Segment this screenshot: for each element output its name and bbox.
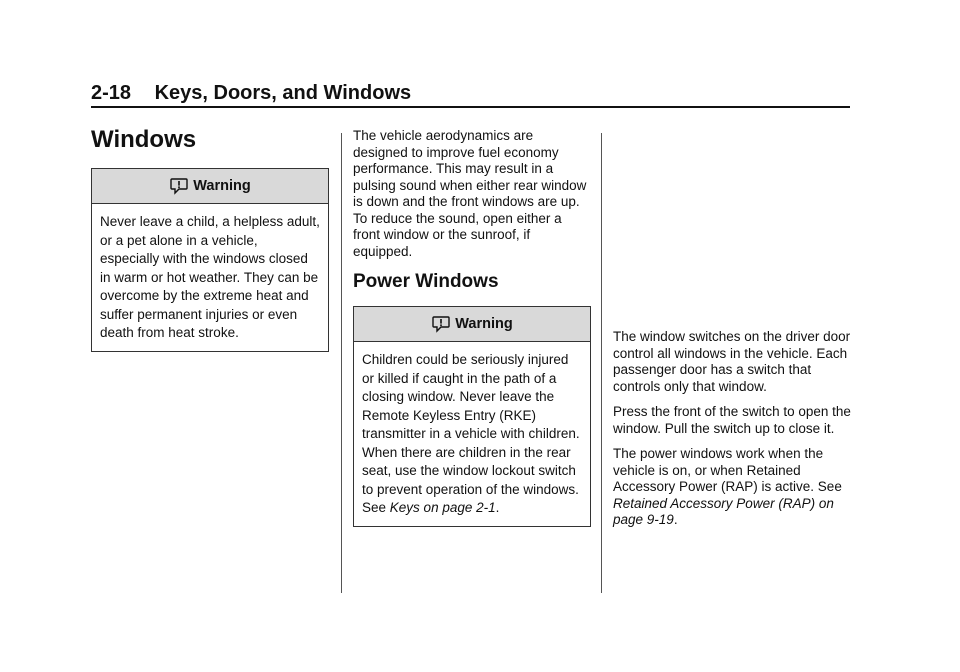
warning-speech-bubble-icon <box>169 176 189 196</box>
power-paragraph <box>613 446 855 529</box>
aerodynamics-paragraph: The vehicle aerodynamics are designed to improve fuel economy performance. This may result in a pulsing sound when either rear window is down and the front windows are up. To reduce the sound, open either a front window or the sunroof, if equipped. <box>353 128 587 259</box>
column-right <box>613 329 855 538</box>
column-left <box>91 126 329 352</box>
warning-header <box>92 169 328 204</box>
warning-text: Children could be seriously injured or killed if caught in the path of a closing window. Never leave the Remote Keyless Entry (RKE) transmitter in a vehicle with children. When there are children in the rear seat, use the window lockout switch to prevent operation of the windows. See <box>362 352 580 515</box>
page-header <box>91 82 850 108</box>
cross-reference-link[interactable]: Retained Accessory Power (RAP) on page 9-19 <box>613 495 834 527</box>
warning-box-power-windows <box>353 306 591 527</box>
warning-box-windows <box>91 168 329 352</box>
sentence-end: . <box>495 500 500 515</box>
sentence-end: . <box>673 512 678 527</box>
warning-label: Warning <box>193 178 251 194</box>
warning-text: Never leave a child, a helpless adult, or a pet alone in a vehicle, especially with the windows closed in warm or hot weather. They can be overcome by the extreme heat and suffer permanent injuries or even death from heat stroke. <box>100 214 320 340</box>
warning-speech-bubble-icon <box>431 314 451 334</box>
column-middle <box>353 128 591 527</box>
warning-text-power-windows <box>354 342 590 526</box>
column-divider <box>341 133 342 593</box>
chapter-title: Keys, Doors, and Windows <box>154 82 412 104</box>
section-title-power-windows: Power Windows <box>353 271 499 292</box>
page-number: 2-18 <box>91 82 132 104</box>
operation-paragraph: Press the front of the switch to open the window. Pull the switch up to close it. <box>613 404 851 436</box>
cross-reference-link[interactable]: Keys on page 2-1 <box>389 500 496 515</box>
warning-label: Warning <box>455 316 513 332</box>
warning-header <box>354 307 590 342</box>
column-divider <box>601 133 602 593</box>
power-text: The power windows work when the vehicle is on, or when Retained Accessory Power (RAP) is active. See <box>613 446 842 494</box>
section-title-windows: Windows <box>91 126 197 153</box>
switches-paragraph: The window switches on the driver door control all windows in the vehicle. Each passenger door has a switch that controls only that window. <box>613 329 851 394</box>
